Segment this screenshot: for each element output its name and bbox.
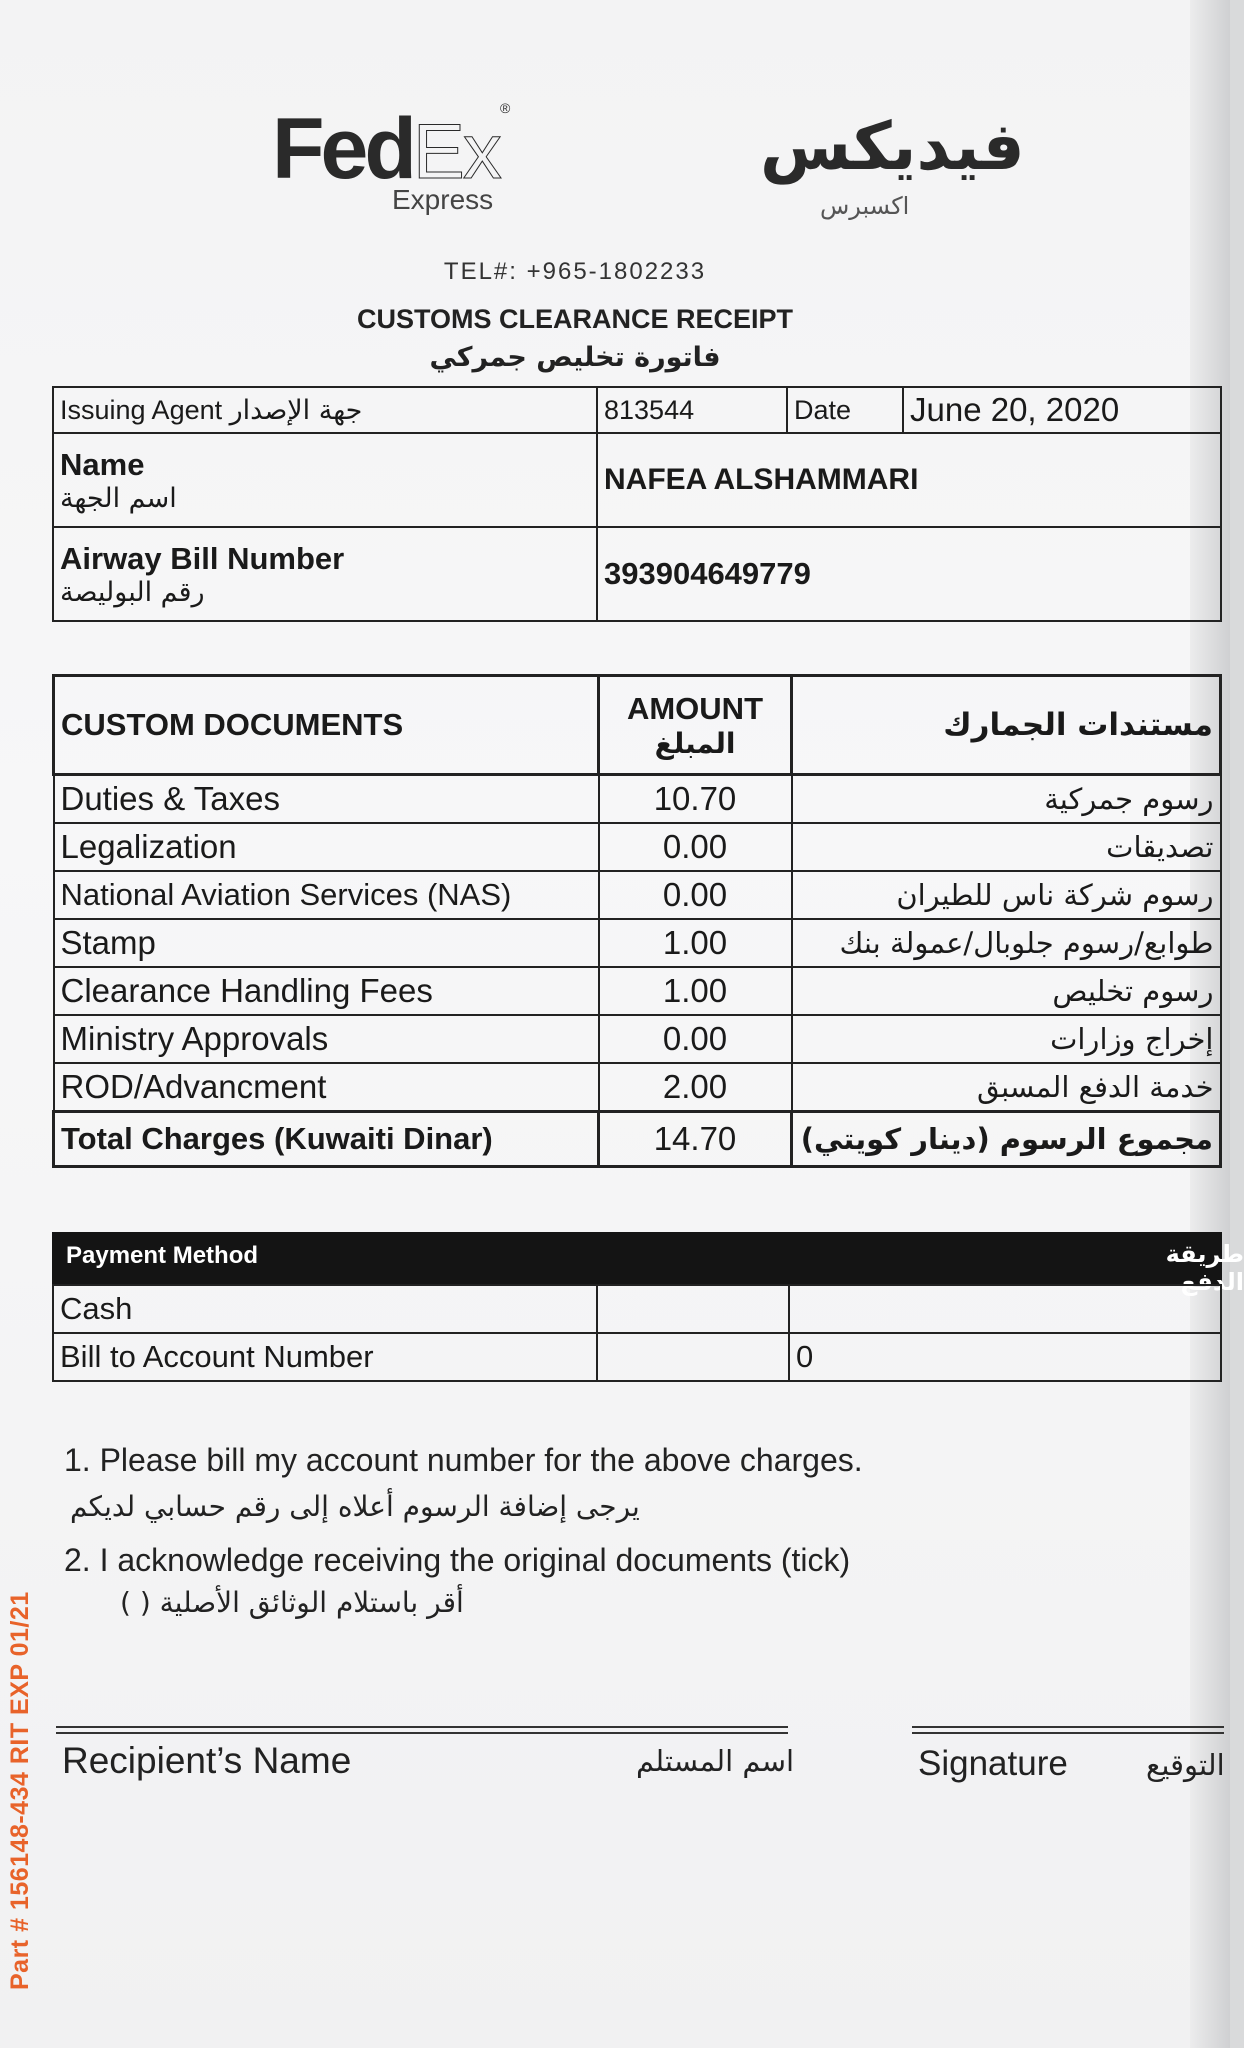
cash-label: Cash — [53, 1285, 597, 1333]
total-amount: 14.70 — [599, 1112, 792, 1167]
charge-amount: 1.00 — [599, 919, 792, 967]
signature-line — [912, 1726, 1224, 1728]
awb-label: Airway Bill Number — [60, 540, 345, 576]
charge-label-arabic: رسوم تخليص — [792, 967, 1221, 1015]
receipt-title: CUSTOMS CLEARANCE RECEIPT — [356, 304, 794, 334]
charge-row — [54, 1063, 1221, 1112]
charge-row — [54, 823, 1221, 871]
charge-label: Duties & Taxes — [54, 775, 599, 824]
charges-header-ar: مستندات الجمارك — [792, 676, 1221, 775]
cash-amount-cell — [597, 1285, 789, 1333]
charge-label: Clearance Handling Fees — [54, 967, 599, 1015]
fedex-logo: FedEx® — [272, 100, 511, 197]
note-1-arabic: يرجى إضافة الرسوم أعلاه إلى رقم حسابي لديكم — [70, 1490, 640, 1523]
bill-account-empty-cell — [597, 1333, 789, 1381]
bill-account-value: 0 — [789, 1333, 1221, 1381]
charge-label-arabic: إخراج وزارات — [792, 1015, 1221, 1063]
charge-label: ROD/Advancment — [54, 1063, 599, 1112]
charge-label: National Aviation Services (NAS) — [54, 871, 599, 919]
payment-method-title-arabic: طريقة الدفع — [1165, 1240, 1244, 1296]
note-1: 1. Please bill my account number for the above charges. — [64, 1442, 863, 1478]
charge-label-arabic: خدمة الدفع المسبق — [792, 1063, 1221, 1112]
signature-label: Signature — [918, 1744, 1068, 1783]
charge-label: Legalization — [54, 823, 599, 871]
issuing-agent-value: 813544 — [597, 387, 787, 433]
payment-table — [52, 1284, 1222, 1382]
awb-value: 393904649779 — [597, 527, 1221, 621]
info-table — [52, 386, 1222, 622]
charge-label-arabic: تصديقات — [792, 823, 1221, 871]
charge-amount: 0.00 — [599, 1015, 792, 1063]
amount-header: AMOUNT — [626, 690, 764, 726]
recipient-name-label-arabic: اسم المستلم — [636, 1744, 795, 1778]
telephone-number: TEL#: +965-1802233 — [443, 258, 707, 285]
note-2: 2. I acknowledge receiving the original documents (tick) — [64, 1542, 851, 1578]
awb-label-cell — [53, 527, 597, 621]
name-label-cell — [53, 433, 597, 527]
recipient-name-label: Recipient’s Name — [62, 1740, 352, 1781]
date-value: June 20, 2020 — [903, 387, 1221, 433]
issuing-agent-label: Issuing Agent — [60, 394, 223, 425]
charge-amount: 1.00 — [599, 967, 792, 1015]
charge-amount: 0.00 — [599, 871, 792, 919]
charge-row — [54, 871, 1221, 919]
bill-account-label: Bill to Account Number — [53, 1333, 597, 1381]
charge-amount: 2.00 — [599, 1063, 792, 1112]
cash-extra-cell — [789, 1285, 1221, 1333]
fedex-express-label: Express — [392, 184, 494, 215]
charge-amount: 10.70 — [599, 775, 792, 824]
receipt-title-arabic: فاتورة تخليص جمركي — [429, 342, 721, 373]
part-number: Part # 156148-434 RIT EXP 01/21 — [6, 1591, 34, 1990]
charge-label-arabic: طوابع/رسوم جلوبال/عمولة بنك — [792, 919, 1221, 967]
charge-row — [54, 967, 1221, 1015]
recipient-line-2 — [56, 1732, 788, 1734]
charges-header-amount — [599, 676, 792, 775]
date-label: Date — [787, 387, 903, 433]
total-row — [54, 1112, 1221, 1167]
charge-row — [54, 775, 1221, 824]
charge-amount: 0.00 — [599, 823, 792, 871]
recipient-line — [56, 1726, 788, 1728]
name-value: NAFEA ALSHAMMARI — [597, 433, 1221, 527]
total-label: Total Charges (Kuwaiti Dinar) — [54, 1112, 599, 1167]
signature-label-arabic: التوقيع — [1146, 1748, 1225, 1782]
charge-label-arabic: رسوم جمركية — [792, 775, 1221, 824]
charge-row — [54, 919, 1221, 967]
signature-line-2 — [912, 1732, 1224, 1734]
charge-label: Stamp — [54, 919, 599, 967]
issuing-agent-label-cell — [53, 387, 597, 433]
issuing-agent-label-arabic: جهة الإصدار — [229, 394, 363, 426]
total-label-arabic: مجموع الرسوم (دينار كويتي) — [792, 1112, 1221, 1167]
charges-table — [52, 674, 1222, 1168]
charge-label: Ministry Approvals — [54, 1015, 599, 1063]
note-2-arabic: أقر باستلام الوثائق الأصلية ( ) — [120, 1586, 464, 1619]
charges-header-en: CUSTOM DOCUMENTS — [54, 676, 599, 775]
amount-header-arabic: المبلغ — [654, 726, 736, 760]
charge-row — [54, 1015, 1221, 1063]
charge-label-arabic: رسوم شركة ناس للطيران — [792, 871, 1221, 919]
fedex-logo-arabic: فيديكس — [760, 108, 1025, 185]
awb-label-arabic: رقم البوليصة — [60, 576, 205, 608]
payment-method-title: Payment Method — [66, 1242, 259, 1269]
name-label: Name — [60, 446, 145, 482]
fedex-express-label-arabic: اكسبرس — [820, 192, 910, 220]
name-label-arabic: اسم الجهة — [60, 482, 177, 514]
